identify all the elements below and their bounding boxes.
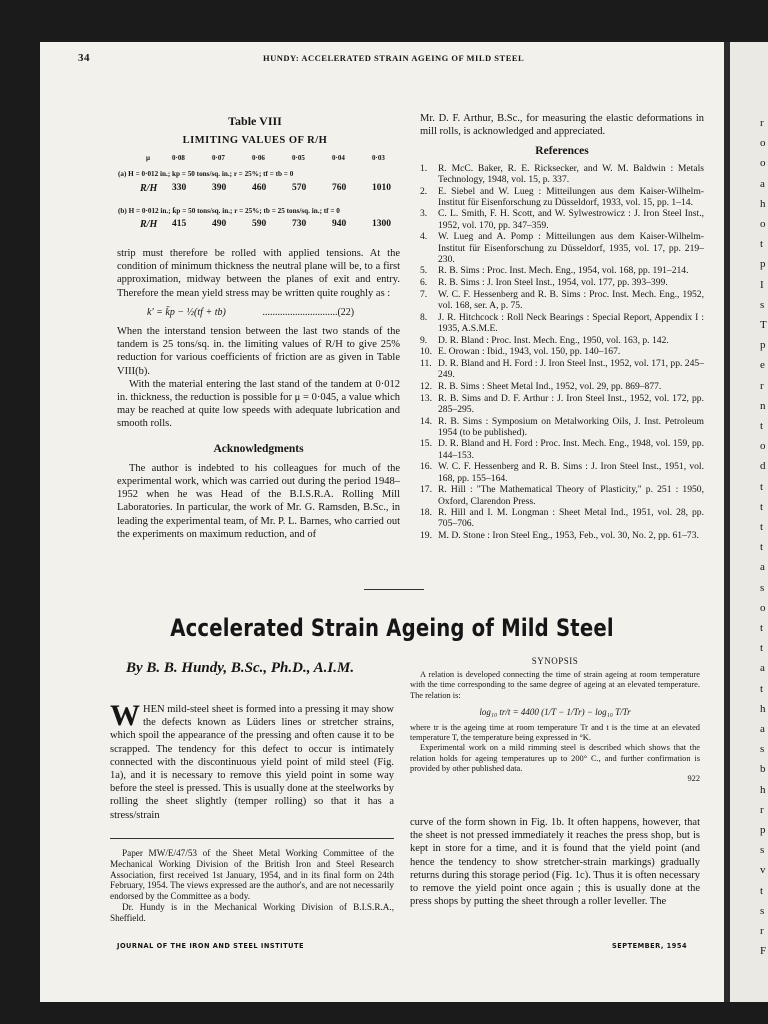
page-number: 34: [78, 52, 90, 64]
paragraph: With the material entering the last stand of the tandem at 0·012 in. thickness, the reduction is possible for μ = 0·045, a value which may be reached at quite low speeds with adequate lubrication and smooth rolls.: [117, 378, 400, 430]
edge-glyph: s: [760, 904, 765, 917]
edge-glyph: p: [760, 339, 766, 352]
right-column: [420, 112, 704, 542]
edge-glyph: t: [760, 682, 764, 695]
edge-glyph: n: [760, 399, 766, 412]
reference-item: [420, 358, 704, 380]
reference-text: R. B. Sims : Sheet Metal Ind., 1952, vol. 29, pp. 869–877.: [438, 380, 662, 392]
reference-number: 1.: [420, 162, 428, 174]
edge-glyph: t: [760, 480, 764, 493]
equation-number: ..............................(22): [262, 306, 355, 318]
edge-glyph: t: [760, 500, 764, 513]
intro-paragraph: [110, 699, 394, 822]
body-right-column: [410, 816, 700, 908]
reference-text: C. L. Smith, F. H. Scott, and W. Sylwestrowicz : J. Iron Steel Inst., 1952, vol. 170, pp. 347–359.: [438, 208, 704, 231]
reference-text: E. Orowan : Ibid., 1943, vol. 150, pp. 140–167.: [438, 346, 621, 358]
table-cell: 940: [332, 219, 347, 229]
reference-number: 11.: [420, 358, 432, 370]
reference-item: [420, 265, 704, 276]
reference-item: [420, 346, 704, 357]
equation-text: k′ = k̄p − ½(tf + tb): [147, 306, 226, 318]
synopsis-heading: SYNOPSIS: [531, 656, 579, 666]
case-b-label: R/H: [140, 219, 158, 230]
reference-number: 10.: [420, 346, 432, 358]
reference-number: 15.: [420, 438, 432, 450]
table-title: Table VIII: [228, 114, 282, 128]
reference-item: [420, 231, 704, 265]
edge-glyph: p: [760, 258, 766, 271]
reference-item: [420, 530, 704, 541]
reference-text: D. R. Bland and H. Ford : J. Iron Steel Inst., 1952, vol. 171, pp. 245–249.: [438, 358, 704, 381]
edge-glyph: h: [760, 783, 766, 796]
reference-number: 16.: [420, 461, 432, 473]
reference-text: M. D. Stone : Iron Steel Eng., 1953, Feb., vol. 30, No. 2, pp. 61–73.: [438, 530, 699, 542]
reference-text: R. B. Sims and D. F. Arthur : J. Iron Steel Inst., 1952, vol. 172, pp. 285–295.: [438, 392, 704, 415]
table-subtitle: LIMITING VALUES OF R/H: [182, 135, 328, 146]
edge-glyph: h: [760, 702, 766, 715]
reference-number: 18.: [420, 507, 432, 519]
table-cell: 460: [252, 183, 267, 193]
reference-text: R. B. Sims : Proc. Inst. Mech. Eng., 1954, vol. 168, pp. 191–214.: [438, 265, 689, 277]
reference-number: 19.: [420, 530, 432, 542]
footnotes: [110, 848, 394, 924]
edge-glyph: s: [760, 581, 765, 594]
intro-text: HEN mild-steel sheet is formed into a pressing it may show the defects known as Lüders lines or stretcher strains, which spoil the appearance of the pressing and often cause it to be scrapped. The tendency for this defect to occur is intimately connected with the discontinuous yield point of mild steel (Fig. 1a), and it is necessary to remove this yield point in some way before the steel is pressed. This is usually done at the steelworks by rolling the sheet slightly (temper rolling) so that it has a stress/strain: [110, 704, 394, 821]
reference-number: 3.: [420, 208, 428, 220]
reference-text: D. R. Bland and H. Ford : Proc. Inst. Mech. Eng., 1948, vol. 159, pp. 144–153.: [438, 438, 704, 461]
adjacent-page-edge: [730, 42, 768, 1002]
table-cell: 590: [252, 219, 267, 229]
table-cell: 760: [332, 183, 347, 193]
reference-item: [420, 381, 704, 392]
reference-text: W. C. F. Hessenberg and R. B. Sims : Proc. Inst. Mech. Eng., 1952, vol. 168, ser. A, p. 75.: [438, 288, 704, 312]
reference-item: [420, 393, 704, 415]
references-heading: References: [535, 145, 589, 158]
edge-glyph: I: [760, 278, 764, 291]
edge-glyph: t: [760, 642, 764, 655]
paragraph: When the interstand tension between the last two stands of the tandem is 25 tons/sq. in. the limiting values of R/H to give 25% reduction for various coefficients of friction are as given in Table VIII(b).: [117, 326, 400, 377]
reference-text: W. C. F. Hessenberg and R. B. Sims : J. Iron Steel Inst., 1951, vol. 168, pp. 155–164.: [438, 461, 704, 484]
reference-text: R. B. Sims : J. Iron Steel Inst., 1954, vol. 177, pp. 393–399.: [438, 277, 668, 289]
edge-glyph: t: [760, 238, 764, 251]
edge-glyph: v: [760, 864, 766, 877]
acknowledgments-continued: Mr. D. F. Arthur, B.Sc., for measuring the elastic deformations in mill rolls, is acknowledged and appreciated.: [420, 113, 704, 138]
synopsis-code: 922: [687, 774, 700, 784]
mu-label: μ: [146, 154, 150, 162]
edge-glyph: r: [760, 803, 764, 816]
edge-glyph: r: [760, 117, 764, 129]
table-cell: 1300: [372, 219, 391, 229]
reference-item: [420, 277, 704, 288]
edge-glyph: e: [760, 359, 765, 372]
synopsis-equation: log₁₀ tr/t = 4400 (1/T − 1/Tr) − log₁₀ T/Tr: [479, 706, 631, 717]
drop-cap: W: [110, 699, 140, 732]
edge-glyph: s: [760, 844, 765, 857]
edge-glyph: s: [760, 298, 765, 311]
table-cell: 0·07: [212, 154, 225, 162]
reference-number: 4.: [420, 231, 428, 243]
case-a-condition: (a) H = 0·012 in.; kp = 50 tons/sq. in.; r = 25%; tf = tb = 0: [118, 170, 294, 178]
table-cell: 390: [212, 183, 227, 193]
reference-number: 2.: [420, 185, 428, 197]
reference-text: R. Hill and I. M. Longman : Sheet Metal Ind., 1951, vol. 28, pp. 705–706.: [438, 507, 704, 530]
table-viii: [110, 114, 400, 146]
reference-item: [420, 312, 704, 334]
table-cell: 0·08: [172, 154, 185, 162]
reference-item: [420, 461, 704, 483]
paragraph: strip must therefore be rolled with applied tensions. At the condition of minimum thickness the neutral plane will be, to a first approximation, midway between the planes of exit and entry. Therefore the mean yield stress may be written quite roughly as :: [117, 248, 400, 299]
table-cell: 415: [172, 219, 187, 229]
reference-item: [420, 438, 704, 460]
edge-glyph: h: [760, 197, 766, 210]
section-divider: [364, 589, 424, 590]
table-cell: 0·06: [252, 154, 265, 162]
edge-glyph: a: [760, 177, 765, 190]
table-cell: 0·03: [372, 154, 385, 162]
edge-glyph: t: [760, 521, 764, 533]
acknowledgments-text: The author is indebted to his colleagues for much of the experimental work, which was carried out during the period 1948–1952 when he was Head of the B.I.S.R.A. Rolling Mill Laboratories. In particular, the work of Mr. G. Ramsden, B.Sc., in leading the experimental team, of Mr. P. L. Barnes, who carried out the experiments on maximum reduction, and of: [117, 462, 400, 540]
reference-item: [420, 208, 704, 230]
reference-item: [420, 416, 704, 438]
reference-number: 14.: [420, 415, 432, 427]
case-a-label: R/H: [140, 183, 158, 194]
equation-22: [147, 306, 400, 319]
edge-glyph: a: [760, 561, 765, 574]
reference-item: [420, 335, 704, 346]
reference-number: 5.: [420, 265, 428, 277]
edge-glyph: o: [760, 218, 766, 230]
body-text: curve of the form shown in Fig. 1b. It often happens, however, that the sheet is not pressed immediately it reaches the press shop, but is kept in store for a time, and it is found that the yield point (and hence the tendency to show stretcher-strain markings) gradually returns during this storage period (Fig. 1c). Thus it is often necessary to remove the yield point once again ; this is usually done at the press shops by putting the sheet through a roller leveller. The: [410, 817, 700, 908]
edge-glyph: o: [760, 157, 766, 170]
reference-text: R. McC. Baker, R. E. Ricksecker, and W. M. Baldwin : Metals Technology, 1948, vol. 15, p. 337.: [438, 162, 704, 185]
article-title: Accelerated Strain Ageing of Mild Steel: [170, 614, 614, 642]
synopsis-text: where tr is the ageing time at room temperature Tr and t is the time at an elevated temperature T, the temperature being expressed in °K.: [410, 723, 700, 743]
table-cell: 330: [172, 183, 187, 193]
synopsis-text: Experimental work on a mild rimming steel is described which shows that the relation holds for ageing temperatures up to 200° C., and further confirmation is provided by other published data.: [410, 743, 700, 773]
reference-list: [420, 163, 704, 542]
reference-number: 7.: [420, 288, 428, 300]
reference-number: 8.: [420, 311, 428, 323]
edge-glyph: o: [760, 440, 766, 453]
edge-glyph: p: [760, 824, 766, 836]
reference-text: R. B. Sims : Symposium on Metalworking Oils, J. Inst. Petroleum 1954 (to be published).: [438, 415, 704, 438]
table-cell: 0·05: [292, 154, 305, 162]
edge-glyph: t: [760, 541, 764, 554]
case-b-condition: (b) H = 0·012 in.; k̄p = 50 tons/sq. in.; r = 25%; tb = 25 tons/sq. in.; tf = 0: [118, 207, 340, 215]
edge-glyph: a: [760, 662, 765, 675]
synopsis: [410, 656, 700, 784]
reference-text: J. R. Hitchcock : Roll Neck Bearings : Special Report, Appendix I : 1935, A.S.M.E.: [438, 311, 704, 334]
left-column: [117, 247, 400, 541]
edge-glyph: T: [760, 319, 767, 331]
edge-glyph: r: [760, 925, 764, 937]
edge-glyph: a: [760, 723, 765, 735]
reference-item: [420, 163, 704, 185]
footnote-paper: Paper MW/E/47/53 of the Sheet Metal Working Committee of the Mechanical Working Division of the British Iron and Steel Research Association, first received 1st January, 1954, and in its final form on 24th February, 1954. The views expressed are the author's, and are not necessarily endorsed by the Committee as a body.: [110, 848, 394, 902]
edge-glyph: t: [760, 420, 764, 432]
edge-glyph: o: [760, 137, 766, 150]
edge-glyph: b: [760, 763, 766, 776]
reference-item: [420, 484, 704, 506]
reference-item: [420, 186, 704, 208]
journal-footer: JOURNAL OF THE IRON AND STEEL INSTITUTE: [117, 942, 304, 950]
footnote-rule: [110, 838, 394, 839]
reference-number: 17.: [420, 484, 432, 496]
edge-glyph: r: [760, 379, 764, 392]
edge-glyph: t: [760, 622, 764, 634]
edge-glyph: s: [760, 743, 765, 756]
reference-number: 9.: [420, 334, 428, 346]
reference-text: D. R. Bland : Proc. Inst. Mech. Eng., 1950, vol. 163, p. 142.: [438, 334, 669, 346]
reference-number: 6.: [420, 277, 428, 289]
edge-glyph: d: [760, 460, 766, 473]
reference-text: R. Hill : "The Mathematical Theory of Plasticity," p. 251 : 1950, Oxford, Clarendon Press.: [438, 484, 704, 507]
running-title: HUNDY: ACCELERATED STRAIN AGEING OF MILD STEEL: [263, 53, 525, 63]
edge-glyph: t: [760, 884, 764, 897]
reference-text: W. Lueg and A. Pomp : Mitteilungen aus dem Kaiser-Wilhelm-Institut für Eisenforschung zu Düsseldorf, 1935, vol. 17, pp. 219–230.: [438, 231, 704, 265]
acknowledgments-heading: Acknowledgments: [213, 442, 304, 455]
reference-text: E. Siebel and W. Lueg : Mitteilungen aus dem Kaiser-Wilhelm-Institut für Eisenforschung zu Düsseldorf, 1933, vol. 15, pp. 1–14.: [438, 185, 704, 208]
table-cell: 0·04: [332, 154, 345, 162]
table-cell: 490: [212, 219, 227, 229]
edge-glyph: F: [760, 945, 767, 958]
footnote-author: Dr. Hundy is in the Mechanical Working Division of B.I.S.R.A., Sheffield.: [110, 901, 394, 923]
reference-item: [420, 289, 704, 311]
reference-number: 13.: [420, 392, 432, 404]
table-cell: 1010: [372, 183, 391, 193]
table-cell: 570: [292, 183, 307, 193]
edge-glyph: o: [760, 601, 766, 614]
reference-number: 12.: [420, 380, 432, 392]
table-cell: 730: [292, 219, 307, 229]
issue-date: SEPTEMBER, 1954: [612, 942, 688, 950]
synopsis-text: A relation is developed connecting the time of strain ageing at room temperature with the time corresponding to the same degree of ageing at an elevated temperature. The relation is:: [410, 670, 700, 700]
reference-item: [420, 507, 704, 529]
article-byline: By B. B. Hundy, B.Sc., Ph.D., A.I.M.: [126, 660, 355, 676]
